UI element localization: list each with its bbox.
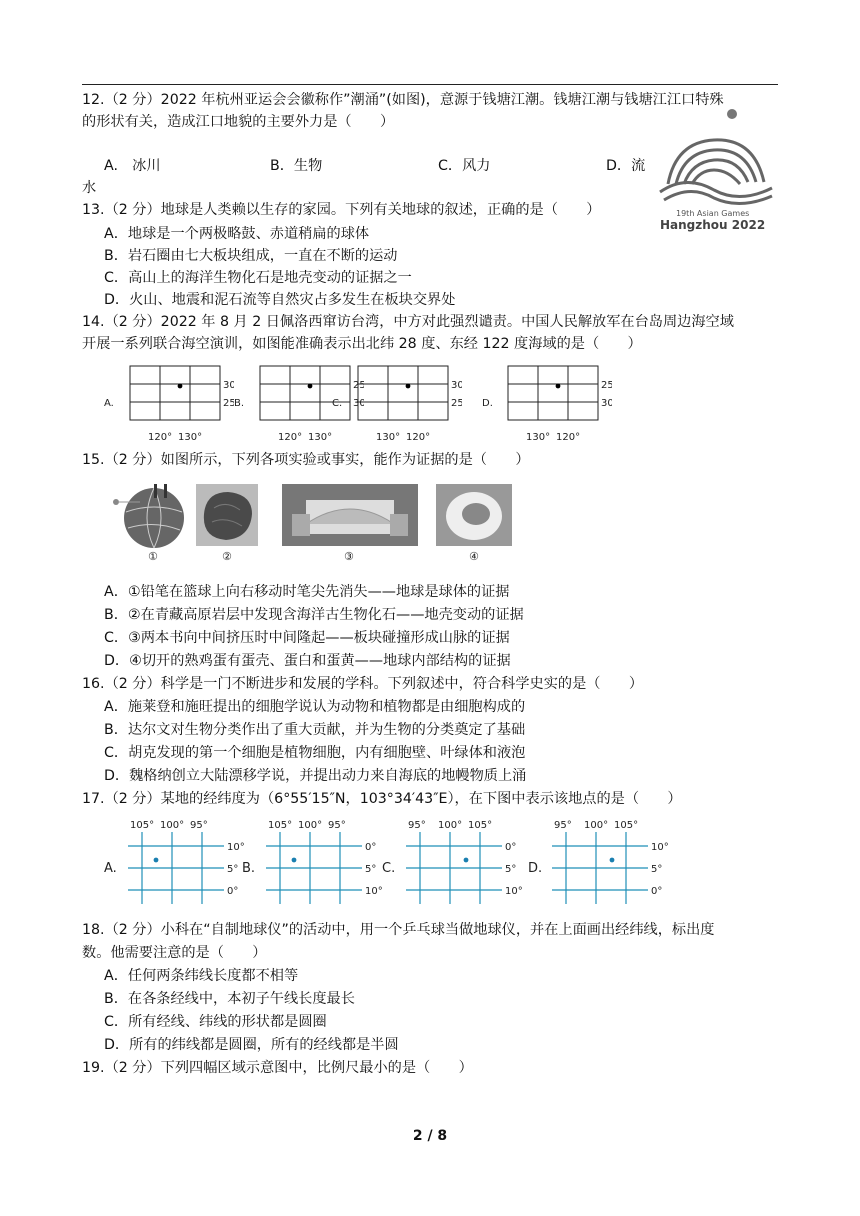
q12-option-b: B．生物: [270, 158, 323, 174]
lon-label: 100°: [584, 820, 609, 831]
q16-option-c: C．胡克发现的第一个细胞是植物细胞，内有细胞壁、叶绿体和液泡: [104, 745, 526, 761]
q12-stem-line1: 12.（2 分）2022 年杭州亚运会会徽称作”潮涌”(如图)，意源于钱塘江潮。钱塘江潮与钱塘江江口特殊: [82, 92, 724, 108]
lat-label-bottom: 30: [601, 398, 612, 409]
lon-label-left: 130°: [526, 432, 551, 443]
lat-label: 0°: [227, 886, 239, 897]
lon-label-right: 120°: [556, 432, 581, 443]
option-letter: C.: [332, 398, 343, 409]
grid-frame: [130, 366, 220, 420]
location-dot: [610, 858, 615, 863]
lat-label: 5°: [365, 864, 377, 875]
q12-option-d-cont: 水: [82, 180, 97, 196]
location-dot: [292, 858, 297, 863]
lat-label-top: 30: [451, 380, 462, 391]
q15-figure-4-egg: [436, 484, 514, 564]
lat-label-top: 25: [601, 380, 612, 391]
q14-option-a: [104, 360, 234, 444]
lon-label: 100°: [438, 820, 463, 831]
lon-label-right: 130°: [308, 432, 333, 443]
q18-option-d: D．所有的纬线都是圆圈，所有的经线都是半圆: [104, 1037, 399, 1053]
grid-frame: [508, 366, 598, 420]
logo-text-line2: Hangzhou 2022: [660, 218, 766, 232]
svg-text:④: ④: [469, 550, 479, 563]
lon-label: 100°: [298, 820, 323, 831]
lat-label: 0°: [651, 886, 663, 897]
q15-option-d: D．④切开的熟鸡蛋有蛋壳、蛋白和蛋黄——地球内部结构的证据: [104, 653, 511, 669]
q18-option-b: B．在各条经线中，本初子午线长度最长: [104, 991, 355, 1007]
q15-stem: 15.（2 分）如图所示，下列各项实验或事实，能作为证据的是（ ）: [82, 452, 530, 468]
lat-label: 0°: [365, 842, 377, 853]
option-letter: B.: [242, 861, 256, 876]
lat-label: 10°: [227, 842, 245, 853]
option-letter: A.: [104, 398, 114, 409]
svg-text:①: ①: [148, 550, 158, 562]
lon-label: 105°: [468, 820, 493, 831]
lon-label: 100°: [160, 820, 185, 831]
q15-option-a: A．①铅笔在篮球上向右移动时笔尖先消失——地球是球体的证据: [104, 584, 510, 600]
q14-option-c: [332, 360, 462, 444]
lat-label-top: 25: [353, 380, 364, 391]
lon-label: 95°: [554, 820, 572, 831]
header-rule: [82, 84, 778, 85]
lon-label: 95°: [328, 820, 346, 831]
q12-option-c: C．风力: [438, 158, 491, 174]
option-letter: D.: [482, 398, 493, 409]
lat-label-bottom: 25: [223, 398, 234, 409]
lat-label-top: 30: [223, 380, 234, 391]
page-number: 2 / 8: [412, 1128, 448, 1144]
q16-option-d: D．魏格纳创立大陆漂移学说，并提出动力来自海底的地幔物质上涌: [104, 768, 527, 784]
q16-option-b: B．达尔文对生物分类作出了重大贡献，并为生物的分类奠定了基础: [104, 722, 526, 738]
q15-option-b: B．②在青藏高原岩层中发现含海洋古生物化石——地壳变动的证据: [104, 607, 524, 623]
lat-label: 10°: [365, 886, 383, 897]
q18-stem-line1: 18.（2 分）小科在“自制地球仪”的活动中，用一个乒乓球当做地球仪，并在上面画出经纬线，标出度: [82, 922, 715, 938]
q16-option-a: A．施莱登和施旺提出的细胞学说认为动物和植物都是由细胞构成的: [104, 699, 526, 715]
q19-stem: 19.（2 分）下列四幅区域示意图中，比例尺最小的是（ ）: [82, 1060, 473, 1076]
location-dot: [154, 858, 159, 863]
q16-stem: 16.（2 分）科学是一门不断进步和发展的学科。下列叙述中，符合科学史实的是（ ）: [82, 676, 644, 692]
q17-option-c: [382, 816, 532, 906]
lat-label-bottom: 30: [353, 398, 364, 409]
q13-option-d: D．火山、地震和泥石流等自然灾占多发生在板块交界处: [104, 292, 456, 308]
q12-option-d: D．流: [606, 158, 646, 174]
q14-stem-line1: 14.（2 分）2022 年 8 月 2 日佩洛西窜访台湾，中方对此强烈谴责。中国人民解放军在台岛周边海空域: [82, 314, 734, 330]
lat-label: 0°: [505, 842, 517, 853]
lat-label: 10°: [651, 842, 669, 853]
option-letter: C.: [382, 861, 396, 876]
lat-label: 5°: [227, 864, 239, 875]
q12-option-a: A. 冰川: [104, 158, 161, 174]
svg-text:③: ③: [344, 550, 354, 563]
q13-stem: 13.（2 分）地球是人类赖以生存的家园。下列有关地球的叙述，正确的是（ ）: [82, 202, 601, 218]
lat-label: 5°: [651, 864, 663, 875]
lon-label: 105°: [130, 820, 155, 831]
location-dot: [464, 858, 469, 863]
lon-label-right: 130°: [178, 432, 203, 443]
q18-option-c: C．所有经线、纬线的形状都是圆圈: [104, 1014, 327, 1030]
q15-option-c: C．③两本书向中间挤压时中间隆起——板块碰撞形成山脉的证据: [104, 630, 510, 646]
lon-label-left: 120°: [148, 432, 173, 443]
grid-frame: [358, 366, 448, 420]
location-dot: [406, 384, 411, 389]
q12-stem-line2: 的形状有关，造成江口地貌的主要外力是（ ）: [82, 114, 395, 130]
lon-label-left: 120°: [278, 432, 303, 443]
lon-label-right: 120°: [406, 432, 431, 443]
q15-figure-1-ball-pencil: [110, 482, 192, 562]
hangzhou-asian-games-logo: [656, 104, 780, 232]
option-letter: B.: [234, 398, 245, 409]
option-letter: A.: [104, 861, 117, 876]
lat-label: 5°: [505, 864, 517, 875]
location-dot: [556, 384, 561, 389]
q13-option-a: A．地球是一个两极略鼓、赤道稍扁的球体: [104, 226, 370, 242]
location-dot: [308, 384, 313, 389]
lon-label: 95°: [408, 820, 426, 831]
location-dot: [178, 384, 183, 389]
q13-option-b: B．岩石圈由七大板块组成，一直在不断的运动: [104, 248, 398, 264]
lon-label: 105°: [268, 820, 293, 831]
lat-label: 10°: [505, 886, 523, 897]
q17-option-a: [104, 816, 254, 906]
lon-label: 105°: [614, 820, 639, 831]
lon-label: 95°: [190, 820, 208, 831]
logo-text-line1: 19th Asian Games: [676, 209, 750, 218]
q14-option-d: [482, 360, 612, 444]
q18-option-a: A．任何两条纬线长度都不相等: [104, 968, 299, 984]
lat-label-bottom: 25: [451, 398, 462, 409]
q15-figure-3-books: [282, 484, 420, 564]
q13-option-c: C．高山上的海洋生物化石是地壳变动的证据之一: [104, 270, 412, 286]
lon-label-left: 130°: [376, 432, 401, 443]
q17-option-d: [528, 816, 678, 906]
q15-figure-2-fossil-rock: [196, 484, 262, 564]
q18-stem-line2: 数。他需要注意的是（ ）: [82, 945, 267, 961]
option-letter: D.: [528, 861, 543, 876]
q17-option-b: [242, 816, 392, 906]
q14-stem-line2: 开展一系列联合海空演训，如图能准确表示出北纬 28 度、东经 122 度海域的是（ ）: [82, 336, 642, 352]
q17-stem: 17.（2 分）某地的经纬度为（6°55′15″N，103°34′43″E），在下图中表示该地点的是（ ）: [82, 791, 682, 807]
svg-text:②: ②: [222, 550, 232, 563]
